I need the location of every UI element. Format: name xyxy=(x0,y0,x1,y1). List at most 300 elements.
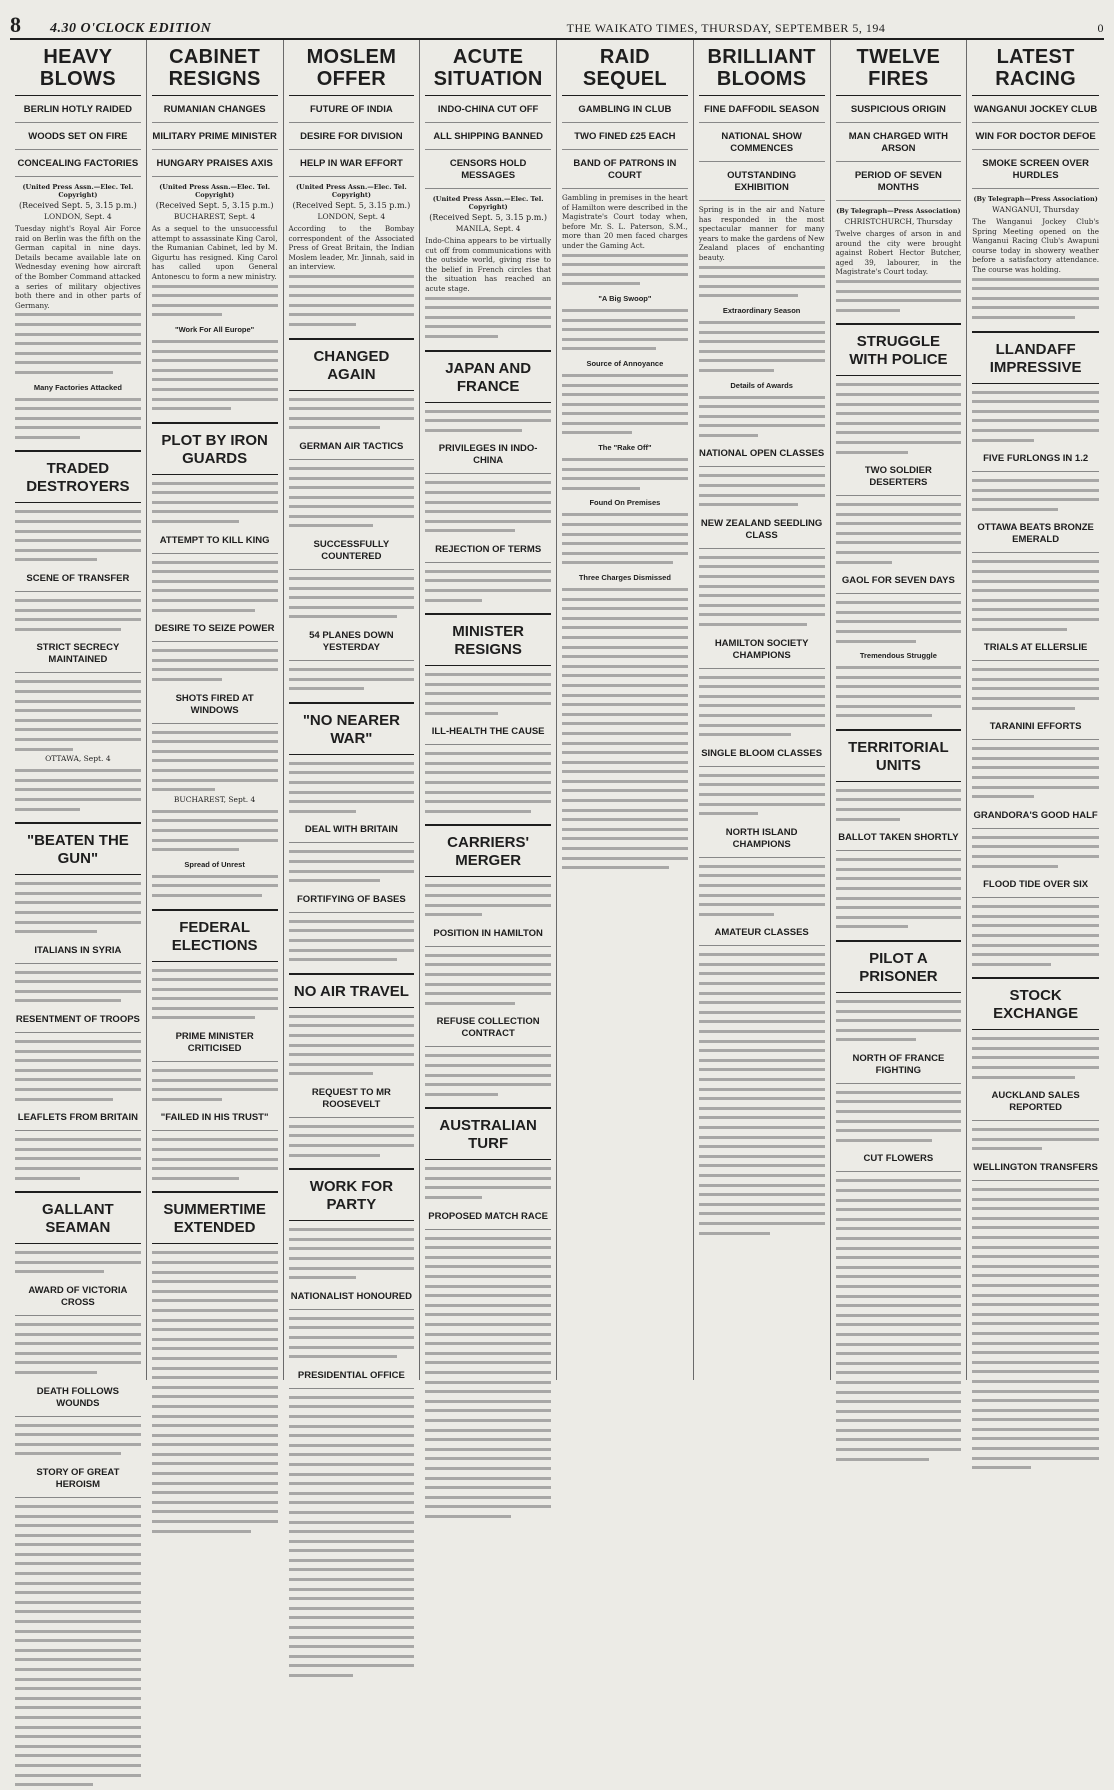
article-text-line xyxy=(836,617,962,627)
article-text-line xyxy=(15,1358,141,1368)
article-text-line xyxy=(972,842,1099,852)
article-text-line xyxy=(562,270,688,280)
article-headline: PILOT A PRISONER xyxy=(836,940,962,993)
article-text-line xyxy=(289,926,415,936)
article-text-line xyxy=(289,1498,415,1508)
subheadline: FUTURE OF INDIA xyxy=(289,104,415,123)
article-text-line xyxy=(972,684,1099,694)
article-text-line xyxy=(425,526,514,536)
article-text-line xyxy=(289,1604,415,1614)
article-text-line xyxy=(425,807,531,817)
article-text-line xyxy=(152,1277,278,1287)
article-text-line xyxy=(425,699,551,709)
article-text-line xyxy=(836,865,962,875)
article-text-line xyxy=(289,1556,415,1566)
article-text-line xyxy=(15,745,73,755)
article-text-line xyxy=(425,1397,551,1407)
article-headline: FLOOD TIDE OVER SIX xyxy=(972,879,1099,898)
article-text-line xyxy=(152,558,278,568)
article-text-line xyxy=(562,767,688,777)
article-text-line xyxy=(15,349,141,359)
article-text-line xyxy=(289,521,373,531)
article-text-line xyxy=(152,728,278,738)
article-text-line xyxy=(699,1142,825,1152)
article-text-line xyxy=(152,488,278,498)
article-text-line xyxy=(836,1311,962,1321)
article-text-line xyxy=(425,313,551,323)
article-text-line xyxy=(152,1383,278,1393)
article-text-line xyxy=(15,1675,141,1685)
article-text-line xyxy=(289,1244,415,1254)
article-text-line xyxy=(15,1646,141,1656)
article-text-line xyxy=(699,910,774,920)
article-text-line xyxy=(15,527,141,537)
article-text-line xyxy=(152,891,263,901)
article-text-line xyxy=(152,975,278,985)
article-text-line xyxy=(289,1479,415,1489)
article-text-line xyxy=(699,402,825,412)
article-headline: FORTIFYING OF BASES xyxy=(289,894,415,913)
article-text-line xyxy=(152,385,278,395)
article-text-line xyxy=(152,1076,278,1086)
article-text-line xyxy=(15,339,141,349)
article-text-line xyxy=(972,1387,1099,1397)
article-text-line xyxy=(152,347,278,357)
section-subhead: Details of Awards xyxy=(730,380,793,390)
article-text-line xyxy=(15,1531,141,1541)
article-text-line xyxy=(425,567,551,577)
article-text-line xyxy=(425,881,551,891)
article-text-line xyxy=(289,1671,353,1681)
article-text-line xyxy=(562,844,688,854)
subheadline: INDO-CHINA CUT OFF xyxy=(425,104,551,123)
article-text-line xyxy=(836,1340,962,1350)
article-text-line xyxy=(699,1008,825,1018)
article-headline: STRICT SECRECY MAINTAINED xyxy=(15,642,141,673)
article-text-line xyxy=(152,498,278,508)
article-text-line xyxy=(972,1377,1099,1387)
article-text-line xyxy=(289,1122,415,1132)
article-headline: AUCKLAND SALES REPORTED xyxy=(972,1090,1099,1121)
article-text-line xyxy=(562,758,688,768)
article-text-line xyxy=(15,1694,141,1704)
article-text-line xyxy=(836,306,900,316)
article-text-line xyxy=(152,816,278,826)
article-text-line xyxy=(836,894,962,904)
article-text-line xyxy=(699,1190,825,1200)
article-headline: SUCCESSFULLY COUNTERED xyxy=(289,539,415,570)
article-text-line xyxy=(425,1426,551,1436)
article-text-line xyxy=(152,1296,278,1306)
section-subhead: The "Rake Off" xyxy=(598,443,652,453)
article-text-line xyxy=(699,682,825,692)
article-text-line xyxy=(425,322,551,332)
article-text-line xyxy=(289,1012,415,1022)
article-text-line xyxy=(15,1588,141,1598)
article-text-line xyxy=(15,1066,141,1076)
article-text-line xyxy=(289,867,415,877)
article-text-line xyxy=(15,1075,141,1085)
article-text-line xyxy=(289,1623,415,1633)
article-text-line xyxy=(836,795,962,805)
article-text-line xyxy=(289,876,381,886)
article-text-line xyxy=(836,1126,962,1136)
article-text-line xyxy=(699,800,825,810)
article-text-line xyxy=(972,1262,1099,1272)
article-text-line xyxy=(836,1320,962,1330)
article-text-line xyxy=(699,318,825,328)
article-text-line xyxy=(289,1546,415,1556)
article-text-line xyxy=(152,1248,278,1258)
article-text-line xyxy=(836,913,962,923)
paper-dateline: THE WAIKATO TIMES, THURSDAY, SEPTEMBER 5, 194 xyxy=(566,21,886,35)
article-text-line xyxy=(562,549,688,559)
article-text-line xyxy=(425,670,551,680)
article-text-line xyxy=(699,1161,825,1171)
article-text-line xyxy=(425,759,551,769)
article-text-line xyxy=(972,931,1099,941)
article-text-line xyxy=(15,1248,141,1258)
article-text-line xyxy=(152,845,239,855)
article-text-line xyxy=(15,879,141,889)
article-text-line xyxy=(699,431,758,441)
article-text-line xyxy=(562,623,688,633)
article-headline: FIVE FURLONGS IN 1.2 xyxy=(972,453,1099,472)
article-text-line xyxy=(152,1373,278,1383)
article-text-line xyxy=(15,766,141,776)
article-text-line xyxy=(699,481,825,491)
article-text-line xyxy=(152,1392,278,1402)
article-text-line xyxy=(972,577,1099,587)
article-text-line xyxy=(289,1393,415,1403)
article-text-line xyxy=(836,1263,962,1273)
article-text-line xyxy=(289,1314,415,1324)
article-text-line xyxy=(836,1016,962,1026)
article-text-line xyxy=(836,438,962,448)
article-dateline: LONDON, Sept. 4 xyxy=(317,212,386,221)
article-text-line xyxy=(289,1508,415,1518)
article-text-line xyxy=(972,1125,1099,1135)
article-text-line xyxy=(289,474,415,484)
article-text-line xyxy=(699,601,825,611)
article-text-line xyxy=(836,805,962,815)
article-text-line xyxy=(152,291,278,301)
article-text-line xyxy=(15,1037,141,1047)
article-text-line xyxy=(972,615,1099,625)
article-text-line xyxy=(289,788,415,798)
article-text-line xyxy=(289,684,364,694)
article-text-line xyxy=(152,1135,278,1145)
article-headline: RESENTMENT OF TROOPS xyxy=(15,1014,141,1033)
article-text-line xyxy=(15,358,141,368)
article-text-line xyxy=(972,862,1058,872)
article-lead: Spring is in the air and Nature has responded in the most spectacular manner for many years to make the gardens of New Zealand places of enchanting beauty. xyxy=(698,205,825,262)
article-headline: SHOTS FIRED AT WINDOWS xyxy=(152,693,278,724)
article-text-line xyxy=(289,1069,373,1079)
article-text-line xyxy=(425,1349,551,1359)
article-text-line xyxy=(15,1330,141,1340)
article-dateline: CHRISTCHURCH, Thursday xyxy=(844,217,953,226)
article-text-line xyxy=(699,701,825,711)
article-text-line xyxy=(836,1205,962,1215)
article-text-line xyxy=(562,400,688,410)
article-text-line xyxy=(836,428,962,438)
article-text-line xyxy=(562,834,688,844)
article-text-line xyxy=(289,778,415,788)
article-text-line xyxy=(836,627,962,637)
subheadline: HELP IN WAR EFFORT xyxy=(289,158,415,177)
article-text-line xyxy=(15,310,141,320)
article-text-line xyxy=(836,1301,962,1311)
article-text-line xyxy=(425,1330,551,1340)
article-text-line xyxy=(972,495,1099,505)
article-headline: REQUEST TO MR ROOSEVELT xyxy=(289,1087,415,1118)
article-text-line xyxy=(699,1085,825,1095)
article-text-line xyxy=(562,671,688,681)
article-text-line xyxy=(699,1200,825,1210)
article-text-line xyxy=(562,558,673,568)
article-text-line xyxy=(289,1565,415,1575)
article-text-line xyxy=(836,702,962,712)
article-headline: SCENE OF TRANSFER xyxy=(15,573,141,592)
news-column xyxy=(694,40,831,1380)
article-text-line xyxy=(15,536,141,546)
article-headline: SUMMERTIME EXTENDED xyxy=(152,1191,278,1244)
article-text-line xyxy=(15,987,141,997)
article-text-line xyxy=(425,1090,498,1100)
article-text-line xyxy=(425,1272,551,1282)
article-headline: PRIVILEGES IN INDO-CHINA xyxy=(425,443,551,474)
article-text-line xyxy=(289,584,415,594)
article-text-line xyxy=(699,1209,825,1219)
article-text-line xyxy=(15,1550,141,1560)
article-text-line xyxy=(289,404,415,414)
article-text-line xyxy=(836,409,962,419)
article-text-line xyxy=(972,1185,1099,1195)
article-text-line xyxy=(972,426,1099,436)
article-text-line xyxy=(289,1141,415,1151)
article-text-line xyxy=(972,1425,1099,1435)
article-text-line xyxy=(836,1388,962,1398)
article-text-line xyxy=(152,1412,278,1422)
subheadline: FINE DAFFODIL SEASON xyxy=(699,104,825,123)
article-text-line xyxy=(699,871,825,881)
article-text-line xyxy=(289,1585,415,1595)
article-text-line xyxy=(289,1575,415,1585)
article-text-line xyxy=(425,951,551,961)
article-text-line xyxy=(699,960,825,970)
section-subhead: Source of Annoyance xyxy=(586,358,664,368)
subheadline: TWO FINED £25 EACH xyxy=(562,131,688,150)
subheadline: BERLIN HOTLY RAIDED xyxy=(15,104,141,123)
article-text-line xyxy=(836,1349,962,1359)
article-text-line xyxy=(152,675,222,685)
article-text-line xyxy=(152,1174,239,1184)
article-text-line xyxy=(289,1333,415,1343)
article-text-line xyxy=(972,505,1058,515)
article-text-line xyxy=(15,697,141,707)
article-text-line xyxy=(562,585,688,595)
article-text-line xyxy=(152,1402,278,1412)
article-text-line xyxy=(972,773,1099,783)
article-text-line xyxy=(562,777,688,787)
article-text-line xyxy=(289,1225,415,1235)
article-text-line xyxy=(15,996,121,1006)
article-headline: BALLOT TAKEN SHORTLY xyxy=(836,832,962,851)
article-text-line xyxy=(562,739,688,749)
article-text-line xyxy=(152,966,278,976)
article-headline: JAPAN AND FRANCE xyxy=(425,350,551,403)
article-text-line xyxy=(289,946,415,956)
article-text-line xyxy=(289,395,415,405)
article-text-line xyxy=(972,1444,1099,1454)
article-text-line xyxy=(972,1195,1099,1205)
article-text-line xyxy=(972,1063,1099,1073)
article-text-line xyxy=(152,337,278,347)
article-text-line xyxy=(972,476,1099,486)
article-text-line xyxy=(425,768,551,778)
article-text-line xyxy=(289,1235,415,1245)
article-text-line xyxy=(562,825,688,835)
article-text-line xyxy=(152,596,278,606)
article-text-line xyxy=(425,1464,551,1474)
article-text-line xyxy=(836,692,962,702)
article-text-line xyxy=(289,320,357,330)
article-text-line xyxy=(15,1430,141,1440)
article-text-line xyxy=(425,1474,551,1484)
article-text-line xyxy=(425,1164,551,1174)
article-text-line xyxy=(15,1617,141,1627)
article-text-line xyxy=(289,493,415,503)
article-text-line xyxy=(836,1378,962,1388)
article-text-line xyxy=(289,1273,357,1283)
article-text-line xyxy=(836,1368,962,1378)
article-headline: GRANDORA'S GOOD HALF xyxy=(972,810,1099,829)
article-headline: DESIRE TO SEIZE POWER xyxy=(152,623,278,642)
article-text-line xyxy=(562,530,688,540)
article-text-line xyxy=(972,921,1099,931)
article-text-line xyxy=(425,478,551,488)
article-text-line xyxy=(425,1253,551,1263)
article-headline: ILL-HEALTH THE CAUSE xyxy=(425,726,551,745)
article-text-line xyxy=(15,414,141,424)
article-text-line xyxy=(15,968,141,978)
article-text-line xyxy=(699,1219,825,1229)
article-text-line xyxy=(836,1407,962,1417)
edition-label: 4.30 O'CLOCK EDITION xyxy=(50,21,212,36)
article-text-line xyxy=(15,1502,141,1512)
article-text-line xyxy=(699,1027,825,1037)
article-text-line xyxy=(152,356,278,366)
article-text-line xyxy=(972,1454,1099,1464)
article-text-line xyxy=(425,1368,551,1378)
article-lead: According to the Bombay correspondent of the Associated Press of Great Britain, the Indian Moslem leader, Mr. Jinnah, said in an interview. xyxy=(288,224,415,272)
article-text-line xyxy=(289,1254,415,1264)
article-text-line xyxy=(562,381,688,391)
article-text-line xyxy=(972,605,1099,615)
article-text-line xyxy=(289,1652,415,1662)
article-text-line xyxy=(289,272,415,282)
article-text-line xyxy=(15,625,121,635)
article-text-line xyxy=(152,577,278,587)
article-headline: LEAFLETS FROM BRITAIN xyxy=(15,1112,141,1131)
article-text-line xyxy=(699,790,825,800)
article-text-line xyxy=(15,1339,141,1349)
article-text-line xyxy=(425,1234,551,1244)
article-text-line xyxy=(836,673,962,683)
article-text-line xyxy=(289,1594,415,1604)
article-text-line xyxy=(152,586,278,596)
article-text-line xyxy=(425,1061,551,1071)
article-text-line xyxy=(699,421,825,431)
article-text-line xyxy=(152,1306,278,1316)
article-text-line xyxy=(425,999,514,1009)
article-text-line xyxy=(699,711,825,721)
subheadline: SMOKE SCREEN OVER HURDLES xyxy=(972,158,1099,189)
article-text-line xyxy=(972,284,1099,294)
article-text-line xyxy=(152,366,278,376)
article-text-line xyxy=(972,902,1099,912)
article-text-line xyxy=(836,997,962,1007)
article-text-line xyxy=(972,397,1099,407)
article-text-line xyxy=(289,1431,415,1441)
article-text-line xyxy=(699,771,825,781)
article-text-line xyxy=(15,1421,141,1431)
article-headline: BUCHAREST, Sept. 4 xyxy=(173,794,256,804)
article-text-line xyxy=(972,1271,1099,1281)
article-text-line xyxy=(152,1066,278,1076)
article-text-line xyxy=(15,1780,93,1790)
article-text-line xyxy=(425,680,551,690)
article-text-line xyxy=(562,806,688,816)
article-text-line xyxy=(425,1483,551,1493)
article-text-line xyxy=(15,320,141,330)
article-headline: WELLINGTON TRANSFERS xyxy=(972,1162,1099,1181)
article-text-line xyxy=(836,1007,962,1017)
article-text-line xyxy=(699,673,825,683)
article-headline: PRESIDENTIAL OFFICE xyxy=(289,1370,415,1389)
subheadline: WOODS SET ON FIRE xyxy=(15,131,141,150)
article-text-line xyxy=(425,901,551,911)
article-text-line xyxy=(972,1329,1099,1339)
news-column xyxy=(284,40,421,1380)
article-text-line xyxy=(699,862,825,872)
article-text-line xyxy=(15,1449,121,1459)
article-text-line xyxy=(425,1071,551,1081)
article-text-line xyxy=(152,1268,278,1278)
article-text-line xyxy=(425,1416,551,1426)
article-text-line xyxy=(15,423,141,433)
article-text-line xyxy=(972,1319,1099,1329)
article-text-line xyxy=(289,1537,415,1547)
article-text-line xyxy=(699,1056,825,1066)
article-text-line xyxy=(425,586,551,596)
article-lead: Indo-China appears to be virtually cut off from communications with the outside world, giving rise to the belief in French circles that the situation has reached an acute stage. xyxy=(425,236,551,293)
article-text-line xyxy=(15,1047,141,1057)
article-text-line xyxy=(152,1325,278,1335)
headline: MOSLEM OFFER xyxy=(289,46,415,96)
article-text-line xyxy=(15,404,141,414)
article-text-line xyxy=(836,922,909,932)
article-text-line xyxy=(152,656,278,666)
article-text-line xyxy=(699,1037,825,1047)
article-headline: GERMAN AIR TACTICS xyxy=(289,441,415,460)
article-text-line xyxy=(562,719,688,729)
article-text-line xyxy=(15,1655,141,1665)
article-text-line xyxy=(15,977,141,987)
article-text-line xyxy=(972,567,1099,577)
article-text-line xyxy=(15,1732,141,1742)
